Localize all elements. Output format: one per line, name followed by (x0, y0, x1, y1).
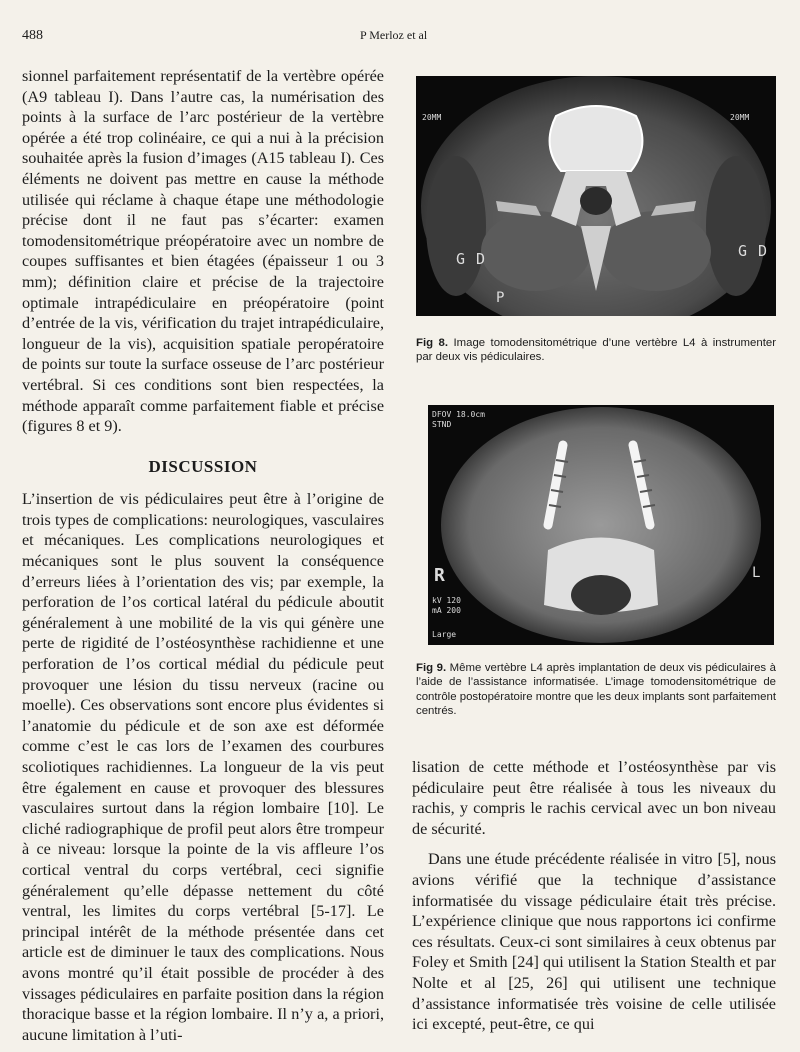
left-column (22, 66, 384, 1045)
stnd-label: STND (432, 420, 452, 429)
orientation-label-p: P (496, 290, 505, 306)
right-column (412, 757, 776, 1035)
large-label: Large (432, 630, 457, 639)
paragraph: Dans une étude précédente réalisée in vitro [5], nous avions vérifié que la technique d’assistance informatisée du vissage pédiculaire était très précise. L’expérience clinique que nous rapportons ici confirme ces résultats. Ceux-ci sont similaires à ceux obtenus par Foley et Smith [24] qui utilisent la Station Stealth et par Nolte et al [25, 26] qui utilisent une technique d’assistance informatisée très voisine de celle utilisée ici excepté, peut-être, ce qui (412, 850, 776, 1034)
dfov-label: DFOV 18.0cm (432, 410, 485, 419)
figure-9-caption-text: Même vertèbre L4 après implantation de deux vis pédiculaires à l’aide de l’assistance informatisée. L’image tomodensitométrique de contrôle postopératoire montre que les deux implants sont parfaitement centrés. (416, 662, 776, 718)
kv-label: kV 120 (432, 596, 461, 605)
figure-9-caption (416, 661, 776, 719)
orientation-label-l: L (752, 565, 761, 581)
zoom-label-right: 20MM (730, 113, 750, 122)
figure-8-ct-image (416, 76, 776, 316)
ct-postop-vertebra-image (428, 405, 774, 645)
page-number: 488 (22, 28, 43, 43)
orientation-label-r: R (434, 565, 445, 586)
paragraph: sionnel parfaitement représentatif de la vertèbre opérée (A9 tableau I). Dans l’autre cas, la numérisation des points à la surface de l’arc postérieur de la vertèbre opérée a été trop colinéaire, ce qui a nui à la précision souhaitée après la fusion d’images (A15 tableau I). Ces éléments ne doivent pas mettre en cause la méthode utilisée qui réclame à chaque étape une méthodologie précise dont il ne faut pas s’écarter: examen tomodensitométrique préopératoire avec un nombre de coupes suffisantes et bien étagées (épaisseur 1 ou 3 mm); définition claire et précise de la trajectoire optimale intrapédiculaire en préopératoire (point d’entrée de la vis, vérification du trajet intrapédiculaire, longueur de la vis), acquisition spatiale peropératoire de points sur toute la surface osseuse de l’arc postérieur vertébral. Si ces conditions sont bien respectées, la méthode apparaît comme parfaitement fiable et précise (figures 8 et 9). (22, 67, 384, 436)
figure-8-label: Fig 8. (416, 337, 449, 349)
figure-9-label: Fig 9. (416, 662, 447, 674)
ct-axial-vertebra-image (416, 76, 776, 316)
figure-8-caption-text: Image tomodensitométrique d’une vertèbre L4 à instrumenter par deux vis pédiculaires. (416, 337, 777, 364)
zoom-label-left: 20MM (422, 113, 442, 122)
figure-9-ct-image (428, 405, 774, 645)
orientation-label-d: D (476, 250, 486, 268)
orientation-label-g-right: G (738, 242, 748, 260)
orientation-label-g: G (456, 250, 466, 268)
orientation-label-d-right: D (758, 242, 768, 260)
running-head: P Merloz et al (360, 28, 428, 42)
paragraph: lisation de cette méthode et l’ostéosynthèse par vis pédiculaire peut être réalisée à tous les niveaux du rachis, y compris le rachis cervical avec un bon niveau de sécurité. (412, 758, 776, 838)
ma-label: mA 200 (432, 606, 461, 615)
figure-8-caption (416, 336, 776, 365)
section-title: DISCUSSION (148, 456, 258, 476)
paragraph: L’insertion de vis pédiculaires peut être à l’origine de trois types de complications: neurologiques, vasculaires et mécaniques. Les complications neurologiques et mécaniques sont le plus souvent la conséquence d’erreurs liées à l’orientation des vis; par exemple, la perforation de l’os cortical latéral du pédicule aboutit généralement à une mobilité de la vis qui génère une perte de rigidité de l’ostéosynthèse rachidienne et une perforation de l’os cortical médial du pédicule peut provoquer une lésion du tissu nerveux (racine ou moelle). Ces observations sont encore plus évidentes si l’anatomie du pédicule et de son axe est déformée comme c’est le cas lors de l’examen des courbures scoliotiques rachidiennes. La longueur de la vis peut être également en cause et provoquer des blessures vasculaires surtout dans la région lombaire [10]. Le cliché radiographique de profil peut alors être trompeur à ce niveau: lorsque la pointe de la vis affleure l’os cortical ventral du corps vertébral, ceci signifie généralement qu’elle dépasse nettement du côté ventral, les limites du corps vertébral [5-17]. Le principal intérêt de la méthode présentée dans cet article est de diminuer le taux des complications. Nous avons montré qu’il était possible de procéder à des vissages pédiculaires en parfaite position dans la région thoracique basse et la région lombaire. Il n’y a, a priori, aucune limitation à l’uti- (22, 490, 384, 1044)
